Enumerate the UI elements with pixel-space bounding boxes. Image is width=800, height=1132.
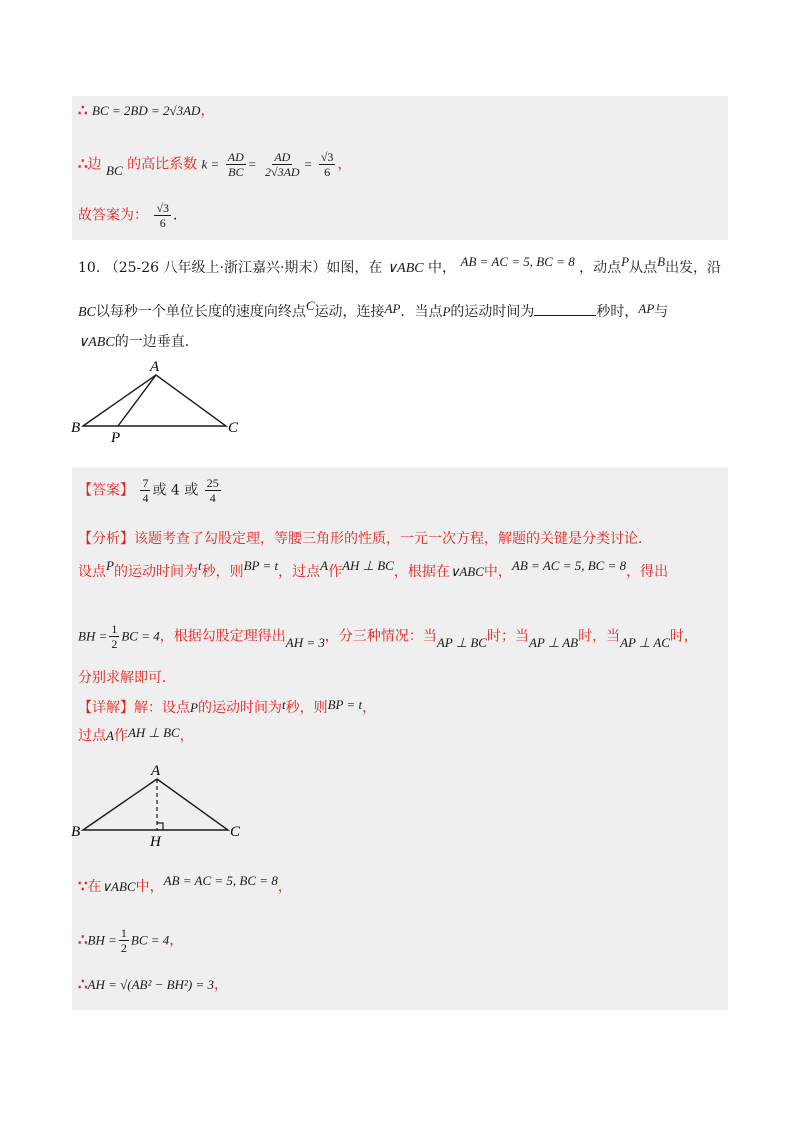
question-figure — [66, 358, 256, 448]
q-text: 出发，沿 — [665, 260, 722, 276]
d-text: 作 — [113, 728, 128, 744]
detail-line-1 — [78, 697, 376, 719]
d-text: ， — [362, 700, 377, 716]
a-text: 中， — [483, 564, 512, 580]
or-text: 或 — [152, 482, 167, 499]
a-text: 时；当 — [486, 628, 529, 645]
a-eq: AP ⊥ BC — [436, 634, 487, 650]
d-eq: AH = √(AB² − BH²) = 3 — [87, 977, 214, 992]
a-text: ，过点 — [278, 564, 321, 580]
therefore-symbol: ∴ — [78, 101, 88, 119]
a-eq: AH = 3 — [285, 634, 325, 650]
prev-text: 边 — [87, 156, 102, 173]
analysis-line-4 — [78, 667, 176, 689]
a-var: A — [320, 558, 329, 573]
vertex-a-label: A — [150, 359, 160, 375]
prev-k: k = — [201, 156, 220, 172]
question-line-3 — [78, 331, 199, 354]
d-text: ， — [214, 977, 228, 993]
question-source: （25-26 八年级上·浙江嘉兴·期末）如图，在 — [104, 260, 383, 276]
detail-step-2 — [78, 926, 183, 955]
analysis-tag: 【分析】 — [78, 531, 134, 547]
d-var: A — [106, 728, 114, 743]
question-line-2 — [78, 298, 669, 324]
vertex-a-label: A — [151, 763, 161, 779]
a-text: 秒，则 — [201, 564, 244, 580]
a-var: t — [197, 558, 202, 573]
a-eq: AP ⊥ AB — [528, 634, 579, 650]
d-var: P — [190, 700, 198, 715]
d-eq: BC = 4 — [130, 932, 170, 948]
q-text: ．当点 — [400, 304, 443, 320]
d-text: 秒，则 — [285, 700, 328, 716]
d-text: 解：设点 — [134, 700, 190, 716]
d-text: ， — [179, 728, 194, 744]
d-eq: AH ⊥ BC — [127, 725, 180, 740]
q-text: 的一边垂直． — [114, 334, 199, 350]
q-text: 从点 — [629, 260, 658, 276]
d-var: t — [281, 697, 286, 712]
question-number: 10. — [78, 260, 101, 276]
therefore-symbol: ∴ — [78, 930, 88, 949]
point-h-label: H — [150, 834, 161, 850]
a-eq: AB = AC = 5, BC = 8 — [511, 558, 627, 573]
triangle-abc: ∨ABC — [101, 879, 136, 894]
half-frac: $\frac{1}{2}$ — [111, 622, 118, 651]
or-text: 或 — [184, 482, 199, 499]
triangle-abc: ∨ABC — [449, 564, 484, 579]
vertex-b-label: B — [71, 824, 81, 840]
answer-blank[interactable] — [534, 301, 596, 316]
analysis-line-3 — [78, 622, 698, 651]
a-text: 分别求解即可． — [78, 670, 176, 686]
prev-line-3: 故答案为： $\frac{√3}{6}$ ． — [78, 201, 188, 230]
d-text: ， — [277, 879, 292, 895]
q-var: AP — [384, 301, 401, 316]
q-var: BC — [78, 305, 96, 320]
prev-frac-3: $\frac{√3}{6}$ — [320, 150, 334, 179]
d-eq: BH = — [87, 932, 117, 948]
q-var: B — [657, 254, 666, 269]
answer-frac-1: $\frac{7}{4}$ — [142, 476, 149, 505]
a-text: ，根据勾股定理得出 — [159, 628, 286, 645]
q-text: 中， — [428, 260, 457, 276]
a-text: ，根据在 — [393, 564, 450, 580]
d-text: 过点 — [78, 728, 106, 744]
a-text: 时，当 — [578, 628, 621, 645]
d-text: 中， — [135, 879, 164, 895]
vertex-c-label: C — [228, 420, 239, 436]
answer-line — [78, 476, 223, 505]
prev-frac-2: $\frac{AD}{2√3AD}$ — [265, 150, 300, 179]
vertex-b-label: B — [71, 420, 81, 436]
d-eq: AB = AC = 5, BC = 8 — [163, 873, 278, 888]
prev-text-2: 的高比系数 — [127, 156, 198, 173]
detail-step-1 — [78, 875, 292, 898]
a-eq: BP = t — [243, 558, 279, 573]
detail-tag: 【详解】 — [78, 700, 134, 716]
d-text: 在 — [87, 879, 102, 895]
q-var: P — [621, 254, 630, 269]
prev-line-2: ∴边 BC 的高比系数 k = $\frac{AD}{BC}$ = $\frac{AD}{2√3AD}$ = $\frac{√3}{6}$ ， — [78, 150, 352, 179]
a-text: 的运动时间为 — [113, 564, 198, 580]
prev-line-1: ∴ BC = 2BD = 2√3AD， — [78, 101, 215, 119]
analysis-line-2 — [78, 558, 669, 583]
analysis-text: 该题考查了勾股定理，等腰三角形的性质，一元一次方程，解题的关键是分类讨论． — [134, 531, 652, 547]
prev-eq-1: BC = 2BD = 2√3AD — [92, 103, 201, 118]
a-text: 时， — [669, 628, 698, 645]
q-text: 以每秒一个单位长度的速度向终点 — [95, 304, 306, 320]
q-var: P — [442, 304, 451, 319]
prev-frac-1: $\frac{AD}{BC}$ — [227, 150, 244, 179]
triangle-abc: ∨ABC — [386, 261, 424, 276]
a-text: ，分三种情况：当 — [324, 628, 437, 645]
q-var: AP — [638, 301, 655, 316]
a-eq: BH = — [78, 628, 108, 644]
therefore-symbol: ∴ — [78, 154, 88, 173]
d-text: ， — [169, 932, 184, 949]
a-eq: BC = 4 — [121, 628, 160, 644]
answer-tag: 【答案】 — [78, 482, 134, 499]
q-text: ，动点 — [579, 260, 622, 276]
q-text: 与 — [654, 304, 669, 320]
d-eq: BP = t — [327, 697, 363, 712]
therefore-symbol: ∴ — [78, 975, 88, 993]
q-var: C — [305, 298, 315, 313]
a-text: 设点 — [78, 564, 106, 580]
a-text: 作 — [328, 564, 343, 580]
point-p-label: P — [111, 430, 121, 446]
q-text: 秒时， — [596, 304, 639, 320]
question-condition: AB = AC = 5, BC = 8 — [460, 254, 575, 269]
prev-answer-frac: $\frac{√3}{6}$ — [156, 201, 170, 230]
prev-bc: BC — [106, 162, 123, 178]
q-text: 运动，连接 — [314, 304, 385, 320]
triangle-abc: ∨ABC — [78, 335, 115, 350]
q-text: 的运动时间为 — [450, 304, 535, 320]
vertex-c-label: C — [230, 824, 241, 840]
d-text: 的运动时间为 — [197, 700, 282, 716]
detail-line-2 — [78, 725, 194, 747]
solution-figure — [66, 762, 256, 852]
a-text: ，得出 — [626, 564, 669, 580]
a-eq: AH ⊥ BC — [342, 558, 394, 573]
answer-intro: 故答案为： — [78, 207, 148, 224]
answer-value-2: 4 — [170, 482, 180, 499]
a-eq: AP ⊥ AC — [620, 634, 670, 650]
because-symbol: ∵ — [78, 877, 88, 895]
answer-frac-3: $\frac{25}{4}$ — [206, 476, 219, 505]
analysis-line-1 — [78, 528, 652, 550]
half-frac: $\frac{1}{2}$ — [120, 926, 127, 955]
detail-step-3 — [78, 973, 228, 996]
a-var: P — [106, 558, 114, 573]
question-line-1 — [78, 254, 722, 280]
